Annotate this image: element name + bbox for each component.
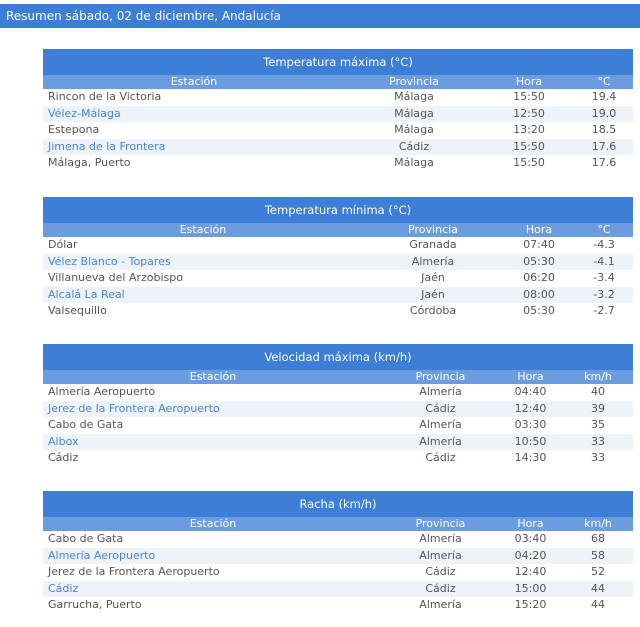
table-row — [43, 417, 633, 434]
province-cell: Almería — [411, 254, 455, 268]
column-header-value: °C — [597, 223, 611, 236]
station-cell: Almería Aeropuerto — [48, 385, 156, 398]
station-cell: Albox — [48, 434, 79, 448]
value-cell: 33 — [591, 434, 605, 448]
province-cell: Jaén — [421, 271, 445, 284]
station-cell: Jerez de la Frontera Aeropuerto — [48, 401, 220, 415]
province-cell: Cádiz — [425, 581, 456, 595]
table-row — [43, 548, 633, 565]
value-cell: 68 — [591, 532, 605, 545]
province-cell: Málaga — [394, 90, 434, 103]
panel-title: Temperatura mínima (°C) — [43, 197, 633, 223]
time-cell: 03:30 — [514, 418, 547, 431]
column-header-station: Estación — [179, 223, 227, 236]
time-cell: 15:00 — [514, 581, 547, 595]
value-cell: 17.6 — [591, 156, 617, 169]
table-row — [43, 303, 633, 320]
province-cell: Jaén — [421, 287, 445, 301]
time-cell: 08:00 — [523, 287, 555, 301]
time-cell: 15:50 — [513, 139, 545, 153]
time-cell: 06:20 — [523, 271, 555, 284]
column-header-time: Hora — [525, 223, 553, 236]
column-header-province: Provincia — [415, 517, 466, 530]
panel-max-wind-speed — [43, 344, 633, 467]
station-cell: Málaga, Puerto — [48, 156, 131, 169]
value-cell: 40 — [591, 385, 605, 398]
table-row — [43, 139, 633, 156]
time-cell: 15:50 — [513, 90, 545, 103]
time-cell: 12:40 — [514, 401, 547, 415]
value-cell: 17.6 — [591, 139, 617, 153]
summary-header — [0, 4, 640, 28]
province-cell: Almería — [419, 418, 462, 431]
value-cell: 33 — [591, 451, 605, 464]
province-cell: Málaga — [394, 106, 434, 120]
province-cell: Granada — [409, 238, 457, 251]
table-row — [43, 106, 633, 123]
station-cell: Almería Aeropuerto — [48, 548, 156, 562]
station-cell: Cádiz — [48, 451, 79, 464]
summary-title: Resumen sábado, 02 de diciembre, Andalucía — [6, 9, 281, 23]
station-cell: Vélez Blanco - Topares — [48, 254, 171, 268]
station-cell: Jimena de la Frontera — [48, 139, 166, 153]
province-cell: Almería — [419, 385, 462, 398]
province-cell: Cádiz — [398, 139, 430, 153]
time-cell: 13:20 — [513, 123, 545, 136]
station-cell: Estepona — [48, 123, 100, 136]
province-cell: Almería — [419, 434, 462, 448]
table-row — [43, 287, 633, 304]
station-cell: Dólar — [48, 238, 78, 251]
panel-wind-gust — [43, 491, 633, 614]
value-cell: 39 — [591, 401, 605, 415]
table-row — [43, 564, 633, 581]
panel-title: Racha (km/h) — [43, 491, 633, 517]
station-cell: Rincon de la Victoria — [48, 90, 162, 103]
value-cell: 44 — [591, 581, 605, 595]
station-cell: Villanueva del Arzobispo — [48, 271, 183, 284]
time-cell: 10:50 — [514, 434, 547, 448]
value-cell: -4.3 — [593, 238, 615, 251]
province-cell: Cádiz — [425, 401, 456, 415]
value-cell: 35 — [591, 418, 605, 431]
column-header-value: km/h — [584, 370, 612, 383]
table-row — [43, 581, 633, 598]
province-cell: Málaga — [394, 123, 434, 136]
column-header-station: Estación — [170, 75, 218, 88]
value-cell: 19.0 — [591, 106, 617, 120]
time-cell: 15:50 — [513, 156, 545, 169]
time-cell: 03:40 — [514, 532, 547, 545]
panel-max-temperature — [43, 49, 633, 172]
station-cell: Garrucha, Puerto — [48, 598, 142, 611]
table-header — [43, 75, 633, 89]
time-cell: 12:40 — [514, 565, 547, 578]
province-cell: Almería — [419, 532, 462, 545]
station-cell: Alcalá La Real — [48, 287, 125, 301]
panel-title: Velocidad máxima (km/h) — [43, 344, 633, 370]
time-cell: 15:20 — [514, 598, 547, 611]
province-cell: Cádiz — [425, 451, 456, 464]
value-cell: 18.5 — [591, 123, 617, 136]
province-cell: Málaga — [394, 156, 434, 169]
station-cell: Cabo de Gata — [48, 532, 124, 545]
value-cell: -4.1 — [593, 254, 615, 268]
time-cell: 05:30 — [523, 254, 555, 268]
table-row — [43, 531, 633, 548]
value-cell: 52 — [591, 565, 605, 578]
column-header-province: Provincia — [389, 75, 439, 88]
column-header-station: Estación — [189, 370, 237, 383]
province-cell: Almería — [419, 598, 462, 611]
column-header-station: Estación — [189, 517, 237, 530]
column-header-value: km/h — [584, 517, 612, 530]
table-header — [43, 517, 633, 531]
table-row — [43, 384, 633, 401]
time-cell: 05:30 — [523, 304, 555, 317]
table-header — [43, 223, 633, 237]
column-header-value: °C — [597, 75, 611, 88]
value-cell: -3.4 — [593, 271, 615, 284]
table-header — [43, 370, 633, 384]
value-cell: 58 — [591, 548, 605, 562]
value-cell: 19.4 — [591, 90, 617, 103]
table-row — [43, 597, 633, 614]
time-cell: 14:30 — [514, 451, 547, 464]
value-cell: -3.2 — [593, 287, 615, 301]
column-header-province: Provincia — [408, 223, 458, 236]
province-cell: Córdoba — [409, 304, 457, 317]
station-cell: Cabo de Gata — [48, 418, 124, 431]
table-row — [43, 89, 633, 106]
column-header-time: Hora — [517, 517, 544, 530]
column-header-province: Provincia — [415, 370, 466, 383]
table-row — [43, 270, 633, 287]
station-cell: Vélez-Málaga — [48, 106, 121, 120]
province-cell: Almería — [419, 548, 462, 562]
table-row — [43, 254, 633, 271]
province-cell: Cádiz — [425, 565, 456, 578]
station-cell: Cádiz — [48, 581, 79, 595]
column-header-time: Hora — [517, 370, 544, 383]
value-cell: 44 — [591, 598, 605, 611]
panel-title: Temperatura máxima (°C) — [43, 49, 633, 75]
table-row — [43, 155, 633, 172]
panel-min-temperature — [43, 197, 633, 320]
table-row — [43, 401, 633, 418]
time-cell: 04:40 — [514, 385, 547, 398]
table-row — [43, 237, 633, 254]
station-cell: Valsequillo — [48, 304, 107, 317]
station-cell: Jerez de la Frontera Aeropuerto — [48, 565, 220, 578]
time-cell: 07:40 — [523, 238, 555, 251]
time-cell: 04:20 — [514, 548, 547, 562]
table-row — [43, 122, 633, 139]
table-row — [43, 450, 633, 467]
column-header-time: Hora — [515, 75, 543, 88]
value-cell: -2.7 — [593, 304, 615, 317]
table-row — [43, 434, 633, 451]
time-cell: 12:50 — [513, 106, 545, 120]
